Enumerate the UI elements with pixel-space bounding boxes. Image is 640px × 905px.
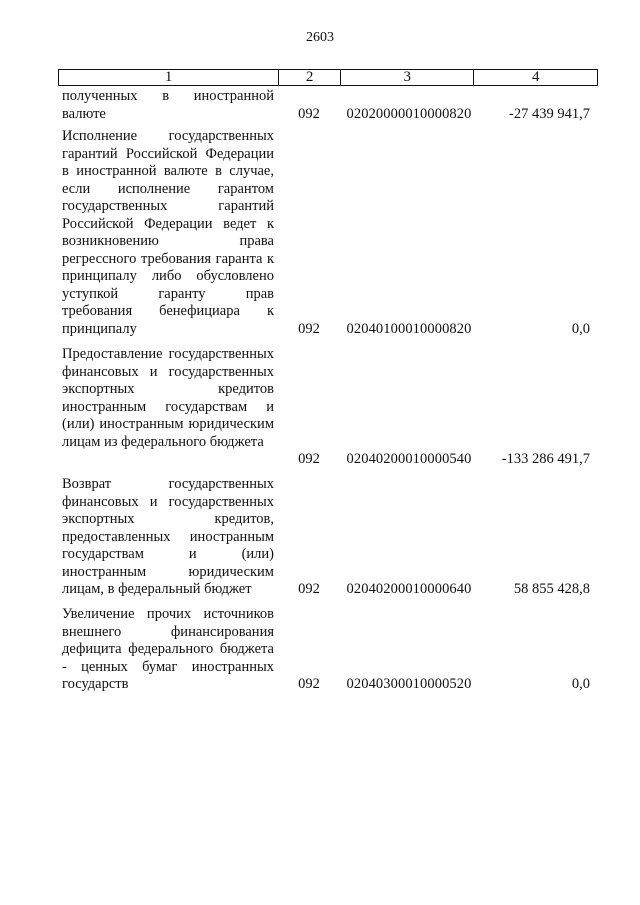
row-amount: 0,0 xyxy=(571,320,590,337)
row-description: Предоставление государственных финансовых и государственных экспортных кредитов иностранным государствам и (или) иностранным юридическим лицам из федерального бюджета xyxy=(62,346,274,450)
table-row xyxy=(58,128,598,338)
row-code: 092 xyxy=(298,675,320,692)
header-col-4: 4 xyxy=(473,70,597,85)
row-kbk: 02040200010000640 xyxy=(346,580,472,597)
row-code: 092 xyxy=(298,450,320,467)
row-description: Исполнение государственных гарантий Российской Федерации в иностранной валюте в случае, если исполнение гарантом государственных гарантий Российской Федерации ведет к возникновению права регрессного требования гаранта к принципалу либо обусловлено уступкой гаранту прав требования бенефициара к принципалу xyxy=(62,128,274,337)
table-row xyxy=(58,476,598,598)
page-number: 2603 xyxy=(306,30,334,45)
row-kbk: 02040100010000820 xyxy=(346,320,472,337)
table-header xyxy=(58,69,598,86)
header-col-2: 2 xyxy=(278,70,340,85)
row-description: Возврат государственных финансовых и государственных экспортных кредитов, предоставленных иностранным государствам и (или) иностранным юридическим лицам, в федеральный бюджет xyxy=(62,476,274,597)
row-kbk: 02040300010000520 xyxy=(346,675,472,692)
header-col-3: 3 xyxy=(340,70,474,85)
row-description: Увеличение прочих источников внешнего финансирования дефицита федерального бюджета - ценных бумаг иностранных государств xyxy=(62,606,274,692)
row-code: 092 xyxy=(298,105,320,122)
row-code: 092 xyxy=(298,320,320,337)
row-amount: -27 439 941,7 xyxy=(509,105,590,122)
row-amount: 0,0 xyxy=(571,675,590,692)
row-description: полученных в иностранной валюте xyxy=(62,88,274,122)
table-row xyxy=(58,606,598,693)
table-row xyxy=(58,88,598,123)
row-code: 092 xyxy=(298,580,320,597)
row-amount: -133 286 491,7 xyxy=(501,450,590,467)
table-row xyxy=(58,346,598,468)
row-kbk: 02040200010000540 xyxy=(346,450,472,467)
row-kbk: 02020000010000820 xyxy=(346,105,472,122)
row-amount: 58 855 428,8 xyxy=(513,580,590,597)
header-col-1: 1 xyxy=(164,69,173,85)
